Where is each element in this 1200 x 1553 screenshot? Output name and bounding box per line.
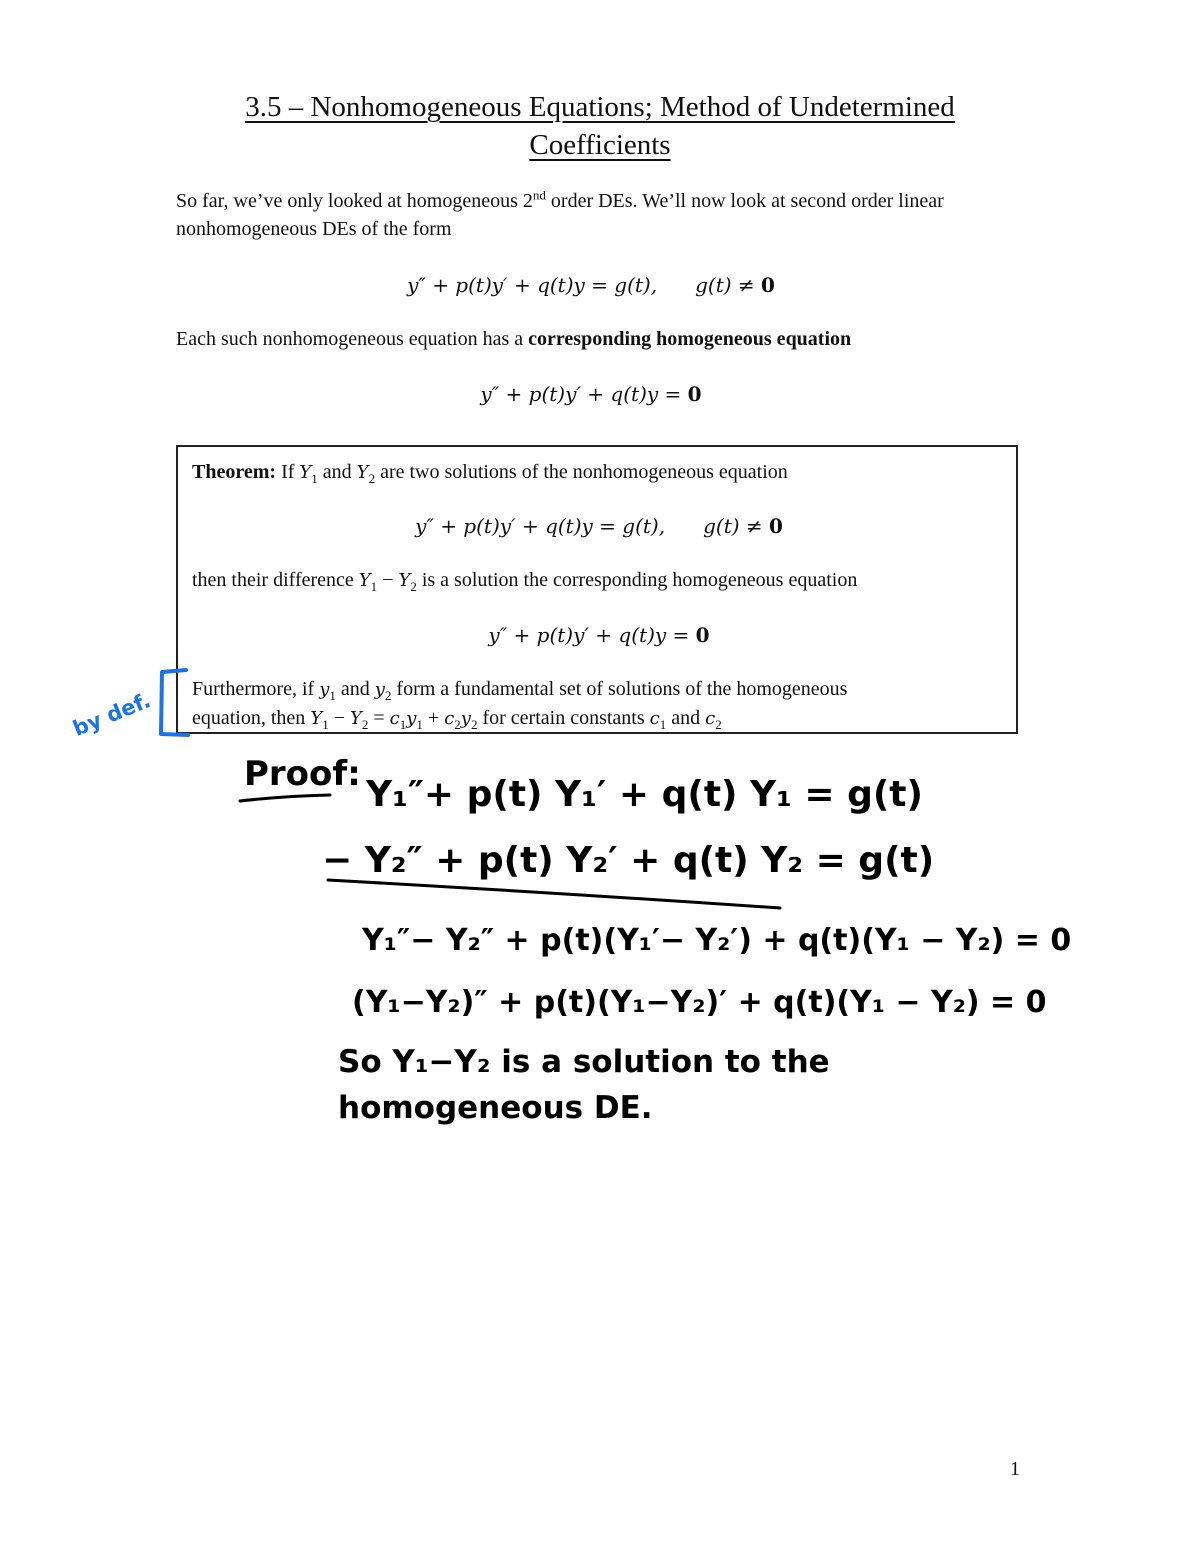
proof-line-5: So Y₁−Y₂ is a solution to the [338,1044,830,1080]
proof-line-4: (Y₁−Y₂)″ + p(t)(Y₁−Y₂)′ + q(t)(Y₁ − Y₂) = 0 [352,985,1047,1020]
title-line-1: 3.5 – Nonhomogeneous Equations; Method of Undetermined [245,91,955,123]
title-line-2: Coefficients [529,129,671,161]
page-number: 1 [1010,1458,1020,1480]
theorem-furthermore-sentence: Furthermore, if $y_1$ and $y_2$ form a fundamental set of solutions of the homogeneous equation, then $Y_1 - Y_2 = c_1y_1 + c_2y_2$ for certain constants $c_1$ and $c_2$ [192,678,848,732]
proof-line-3: Y₁″− Y₂″ + p(t)(Y₁′− Y₂′) + q(t)(Y₁ − Y₂) = 0 [362,923,1072,958]
homogeneous-equation: y″ + p(t)y′ + q(t)y = 0 [480,382,702,406]
nonhomogeneous-equation: y″ + p(t)y′ + q(t)y = g(t), g(t) ≠ 0 [407,273,775,297]
theorem-nonhomogeneous-equation: y″ + p(t)y′ + q(t)y = g(t), g(t) ≠ 0 [415,514,783,538]
blue-annotation [70,670,188,741]
annotation-text: by def. [69,688,154,741]
bracket-mark [161,670,188,735]
proof-underline [240,795,330,801]
proof-line-1: Y₁″+ p(t) Y₁′ + q(t) Y₁ = g(t) [366,774,923,815]
intro-paragraph: So far, we’ve only looked at homogeneous 2nd order DEs. We’ll now look at second order linear nonhomogeneous DEs of the form [176,187,944,240]
proof-block [240,754,1071,1126]
proof-line-6: homogeneous DE. [338,1090,653,1126]
theorem-homogeneous-equation: y″ + p(t)y′ + q(t)y = 0 [488,623,710,647]
proof-label: Proof: [244,754,361,794]
theorem-difference-sentence: then their difference $Y_1 - Y_2$ is a solution the corresponding homogeneous equation [192,569,858,594]
theorem-statement: Theorem: If $Y_1$ and $Y_2$ are two solutions of the nonhomogeneous equation [192,461,788,486]
proof-line-2: − Y₂″ + p(t) Y₂′ + q(t) Y₂ = g(t) [322,840,935,881]
subtraction-line [328,880,780,908]
corresponding-sentence: Each such nonhomogeneous equation has a corresponding homogeneous equation [176,328,852,350]
